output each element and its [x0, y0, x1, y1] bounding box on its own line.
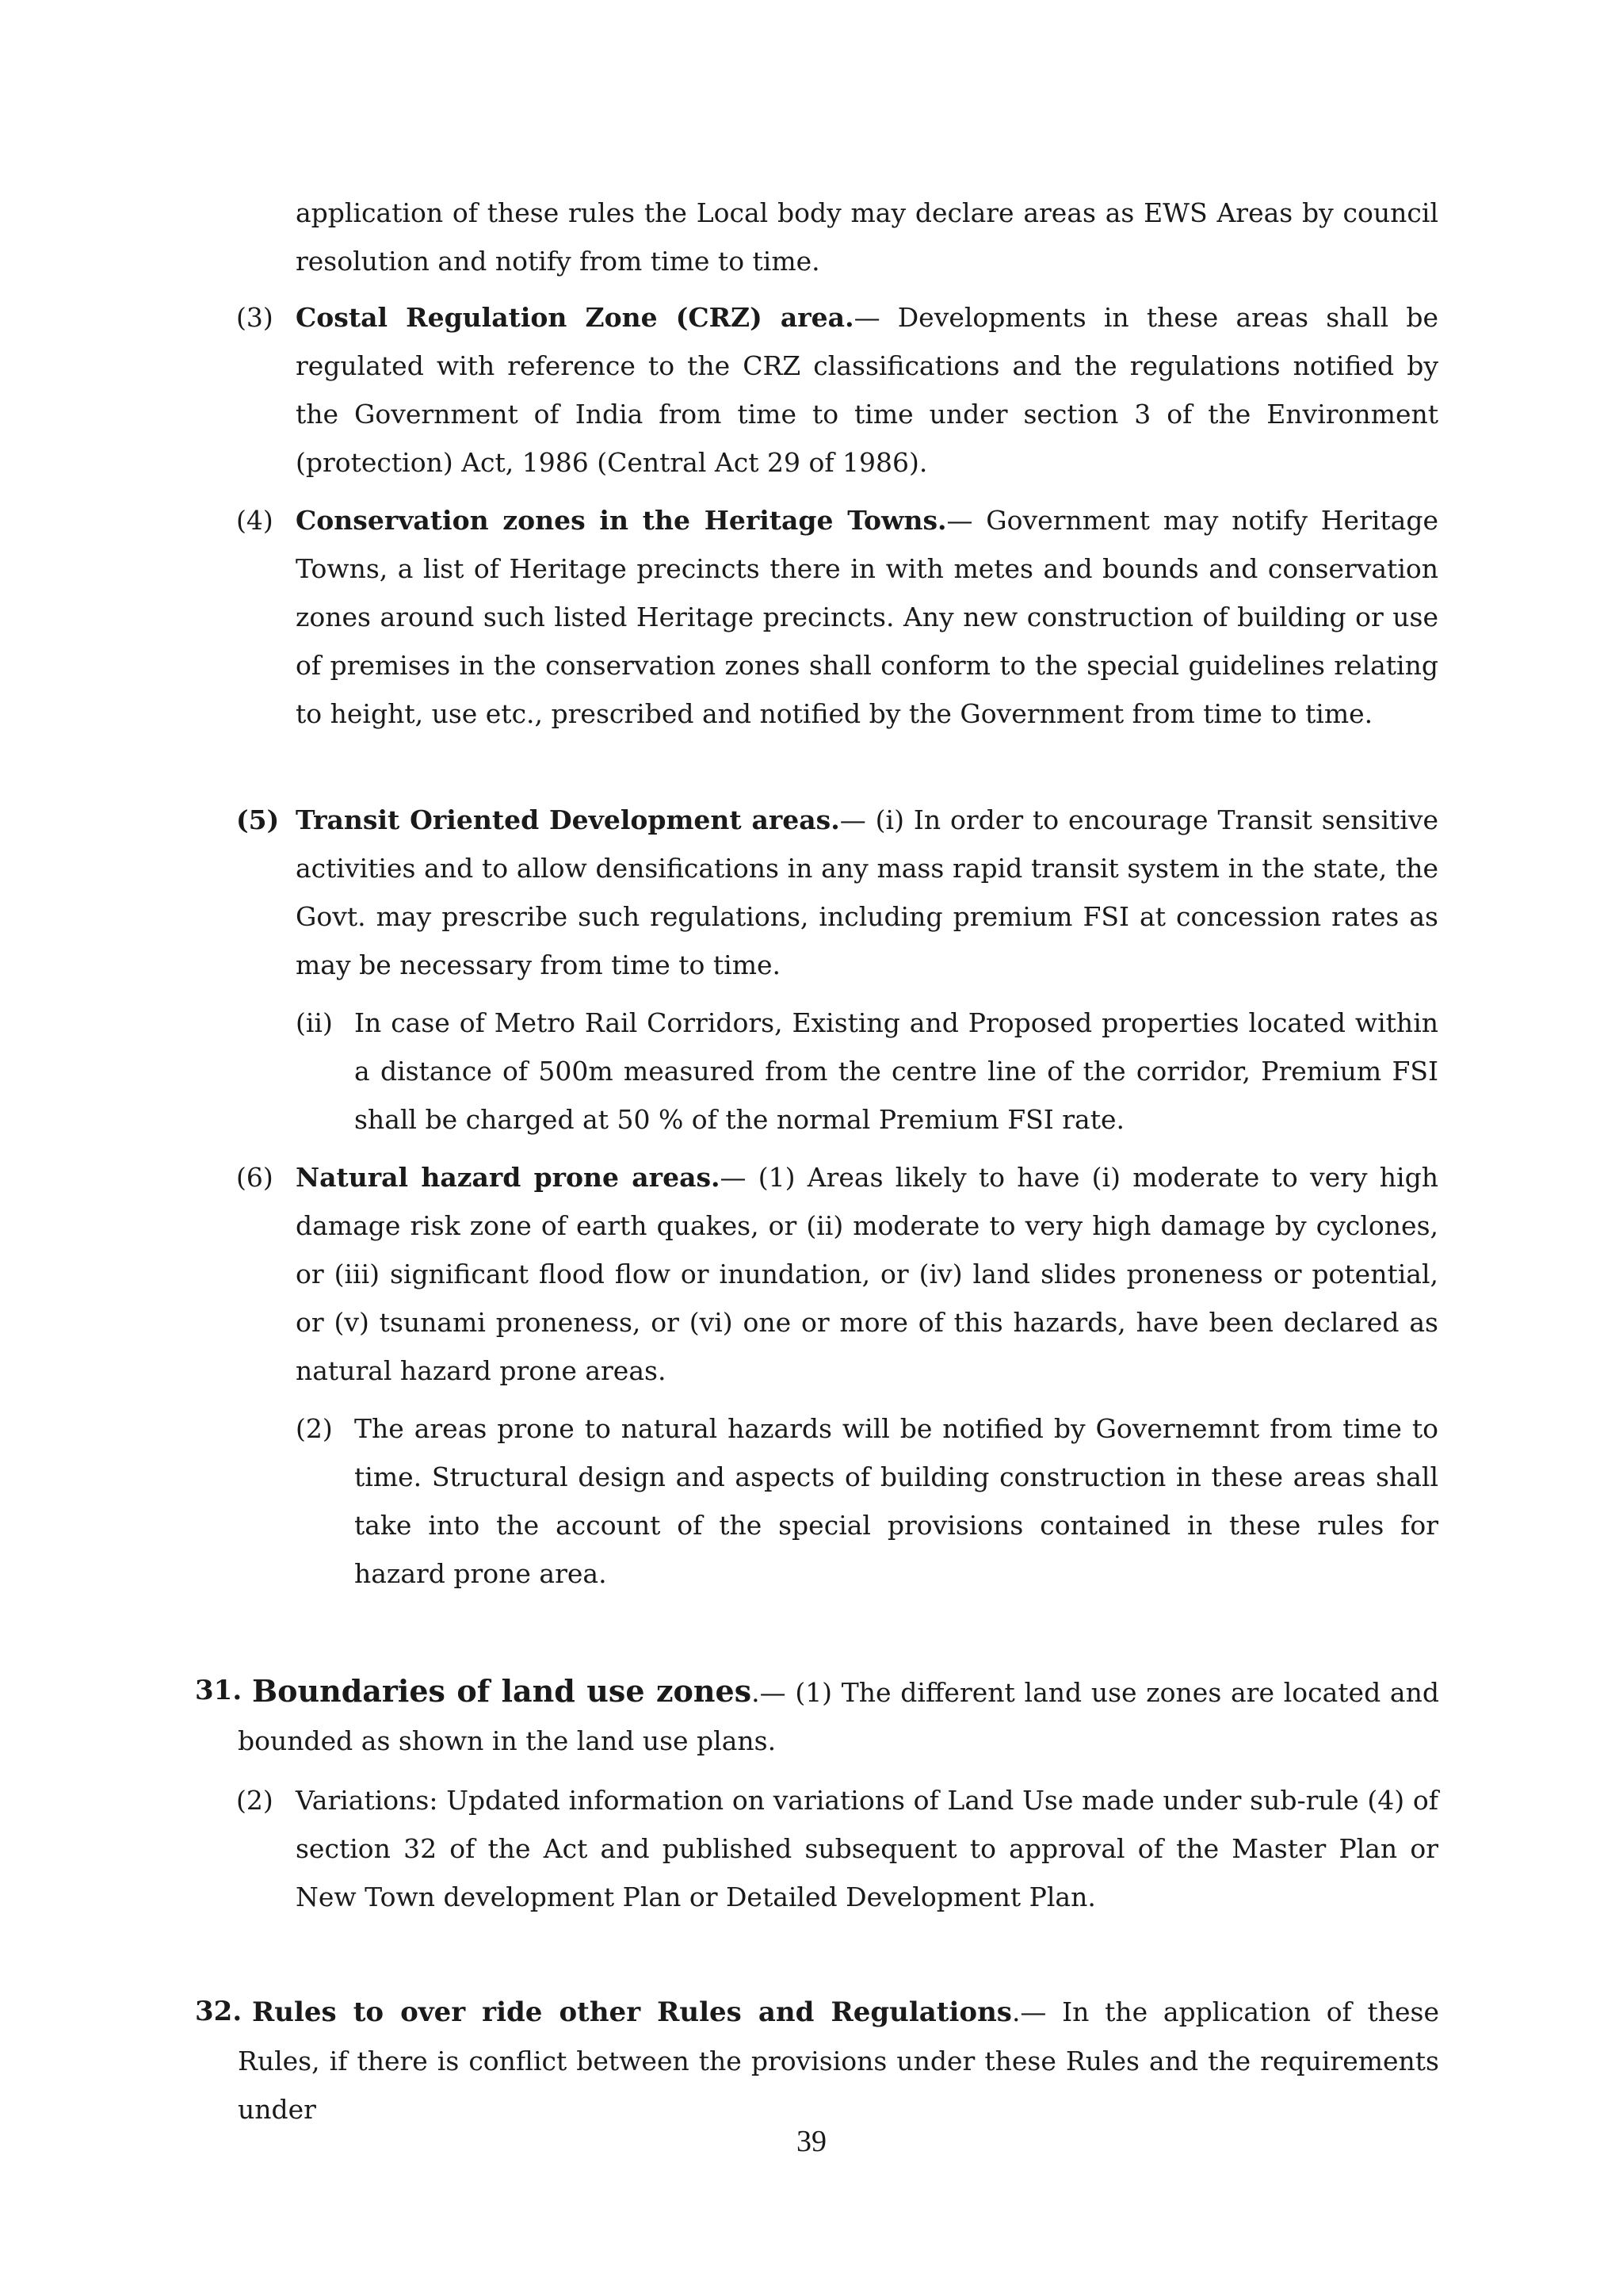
- section-body: .— In the application of these Rules, if there is conflict between the provisions under these Rules and the requirements under: [238, 1996, 1439, 2125]
- item-number: (5): [236, 804, 280, 835]
- clause-body: — Government may notify Heritage Towns, a list of Heritage precincts there in with metes and bounds and conservation zones around such listed Heritage precincts. Any new construction of building or use of premises in the conservation zones shall conform to the special guidelines relating to height, use etc., prescribed and notified by the Government from time to time.: [296, 505, 1438, 729]
- subitem-number: (2): [236, 1785, 273, 1816]
- clause-heritage: [296, 496, 1438, 738]
- clause-heading: Natural hazard prone areas.: [296, 1162, 720, 1193]
- subclause-hazard-notify: [354, 1404, 1438, 1598]
- item-number: (6): [236, 1162, 273, 1193]
- clause-body: — (1) Areas likely to have (i) moderate to very high damage risk zone of earth quakes, or (ii) moderate to very high damage by cyclones, or (iii) significant flood flow or inundation, or (iv) land slides proneness or potential, or (v) tsunami proneness, or (vi) one or more of this hazards, have been declared as natural hazard prone areas.: [296, 1162, 1438, 1386]
- section-number: 32.: [195, 1996, 242, 2027]
- clause-heading: Conservation zones in the Heritage Towns.: [296, 505, 947, 536]
- section-31: [238, 1667, 1439, 1765]
- continuation-paragraph: [296, 189, 1438, 285]
- section-heading: Boundaries of land use zones: [252, 1673, 752, 1709]
- clause-transit: [296, 796, 1438, 989]
- section-body: .— (1) The different land use zones are located and bounded as shown in the land use plans.: [238, 1677, 1439, 1756]
- clause-heading: Costal Regulation Zone (CRZ) area.: [296, 302, 854, 333]
- section-number: 31.: [195, 1675, 242, 1706]
- subclause-text: In case of Metro Rail Corridors, Existing and Proposed properties located within a distance of 500m measured from the centre line of the corridor, Premium FSI shall be charged at 50 % of the normal Premium FSI rate.: [354, 1007, 1438, 1135]
- item-number: (3): [236, 302, 273, 333]
- section-32: [238, 1988, 1439, 2134]
- clause-heading: Transit Oriented Development areas.: [296, 804, 840, 835]
- subclause-metro: [354, 999, 1438, 1144]
- subclause-text: The areas prone to natural hazards will be notified by Governemnt from time to time. Structural design and aspects of building construction in these areas shall take into the account of the special provisions contained in these rules for hazard prone area.: [354, 1413, 1438, 1589]
- section-heading: Rules to over ride other Rules and Regulations: [252, 1996, 1012, 2028]
- clause-hazard: [296, 1153, 1438, 1395]
- clause-body: — (i) In order to encourage Transit sensitive activities and to allow densifications in any mass rapid transit system in the state, the Govt. may prescribe such regulations, including premium FSI at concession rates as may be necessary from time to time.: [296, 804, 1439, 980]
- paragraph-text: application of these rules the Local body may declare areas as EWS Areas by council resolution and notify from time to time.: [296, 197, 1438, 277]
- page-number: 39: [796, 2125, 827, 2158]
- subitem-number: (ii): [296, 1007, 333, 1038]
- clause-body: — Developments in these areas shall be regulated with reference to the CRZ classifications and the regulations notified by the Government of India from time to time under section 3 of the Environment (protection) Act, 1986 (Central Act 29 of 1986).: [296, 302, 1439, 478]
- clause-crz: [296, 293, 1438, 487]
- subitem-number: (2): [296, 1413, 333, 1444]
- subclause-variations: [296, 1776, 1438, 1921]
- item-number: (4): [236, 505, 273, 536]
- subclause-text: Variations: Updated information on variations of Land Use made under sub-rule (4) of section 32 of the Act and published subsequent to approval of the Master Plan or New Town development Plan or Detailed Development Plan.: [296, 1785, 1438, 1912]
